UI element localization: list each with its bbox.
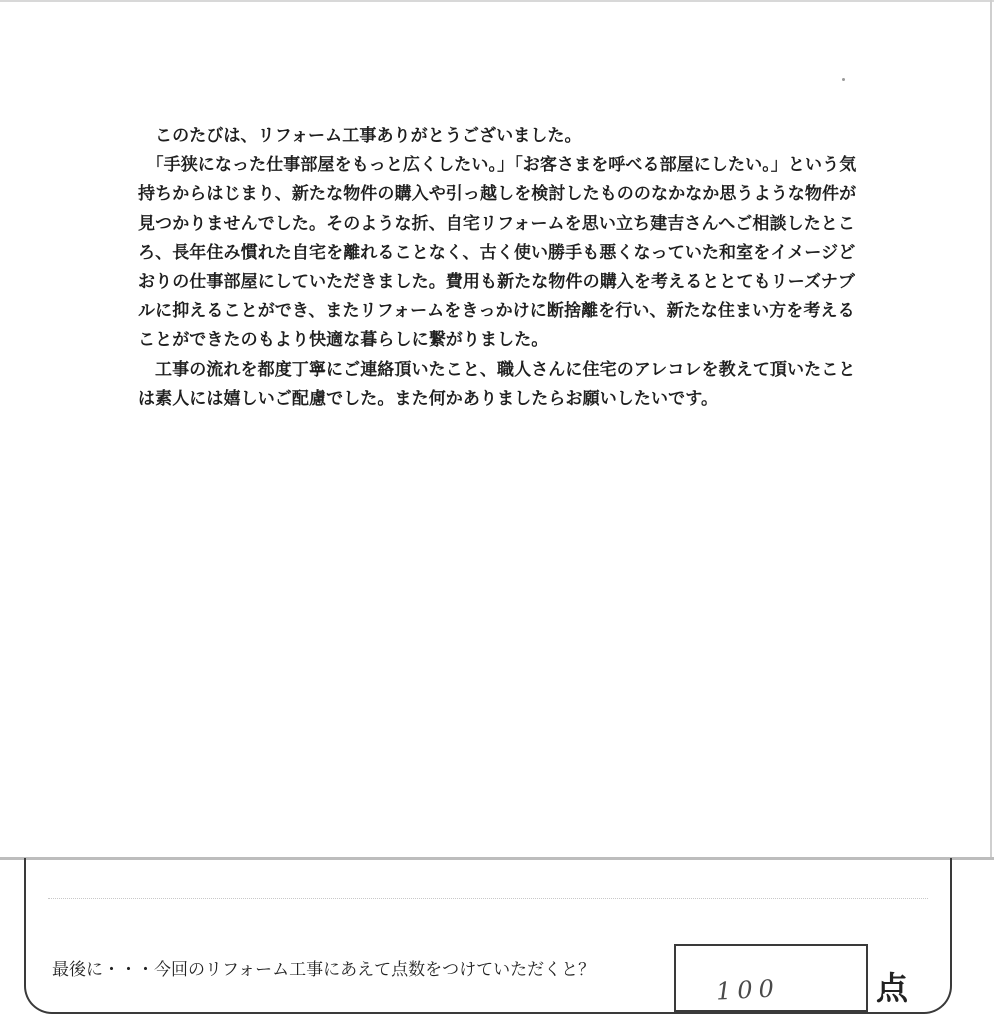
- page-right-edge: [990, 0, 992, 858]
- customer-letter: [138, 122, 858, 414]
- letter-paragraph-1: このたびは、リフォーム工事ありがとうございました。: [155, 126, 582, 146]
- score-question: 最後に・・・今回のリフォーム工事にあえて点数をつけていただくと？: [52, 960, 596, 980]
- score-handwritten-value: 100: [715, 974, 781, 1006]
- score-unit-label: 点: [876, 969, 909, 1007]
- page-top-edge: [0, 0, 994, 2]
- form-dotted-rule: [48, 898, 928, 899]
- letter-paragraph-2: 「手狭になった仕事部屋をもっと広くしたい。」「お客さまを呼べる部屋にしたい。」という気持ちからはじまり、新たな物件の購入や引っ越しを検討したもののなかなか思うような物件が見つかりませんでした。そのような折、自宅リフォームを思い立ち建吉さんへご相談したところ、長年住み慣れた自宅を離れることなく、古く使い勝手も悪くなっていた和室をイメージどおりの仕事部屋にしていただきました。費用も新たな物件の購入を考えるととてもリーズナブルに抑えることができ、またリフォームをきっかけに断捨離を行い、新たな住まい方を考えることができたのもより快適な暮らしに繋がりました。: [138, 155, 857, 351]
- scan-speck: [842, 78, 845, 81]
- score-field[interactable]: [674, 944, 868, 1012]
- letter-paragraph-3: 工事の流れを都度丁寧にご連絡頂いたこと、職人さんに住宅のアレコレを教えて頂いたことは素人には嬉しいご配慮でした。また何かありましたらお願いしたいです。: [138, 359, 856, 409]
